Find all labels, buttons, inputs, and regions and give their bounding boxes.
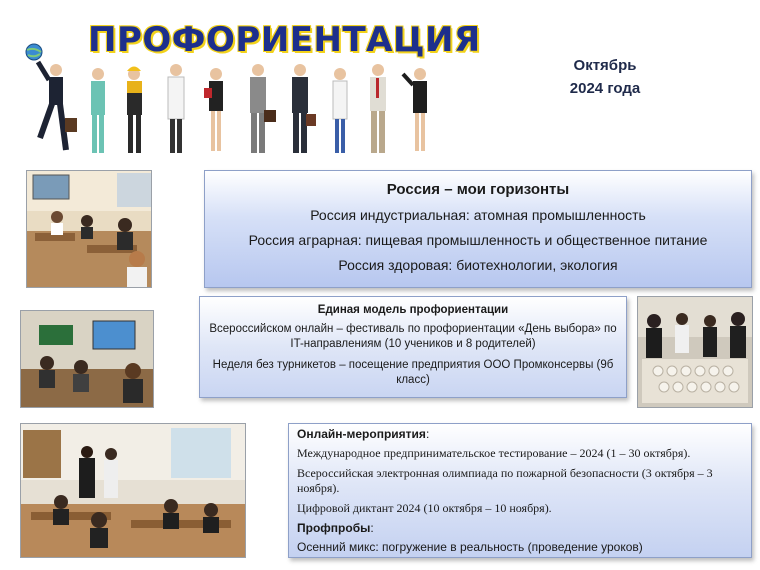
open-doors-week-text: Неделя без турникетов – посещение предприятия ООО Промконсервы (9б класс) [212,359,614,386]
horizons-line-industrial: Россия индустриальная: атомная промышленность [310,207,646,223]
date-month: Октябрь [573,57,637,74]
online-events-colon: : [425,427,430,441]
horizons-title: Россия – мои горизонты [386,181,570,198]
date-block [545,54,665,100]
festival-text: Всероссийском онлайн – фестиваль по профориентации «День выбора» по IT-направлениям (10 учеников и 8 родителей) [209,323,617,350]
probes-heading [289,521,751,535]
probes-colon: : [370,521,374,535]
online-event-item: Цифровой диктант 2024 (10 октября – 10 ноября). [297,501,552,515]
classroom-photo-2 [20,310,154,408]
page-title: ПРОФОРИЕНТАЦИЯ [88,20,481,60]
probes-item: Осенний микс: погружение в реальность (проведение уроков) [297,540,643,554]
professions-illustration [18,40,448,158]
online-event-item: Всероссийская электронная олимпиада по пожарной безопасности (3 октября – 3 ноября). [297,466,713,495]
online-events-title: Онлайн-мероприятия [297,427,426,441]
horizons-line-healthy: Россия здоровая: биотехнологии, экология [338,257,618,273]
classroom-photo-3 [20,423,246,558]
food-tasting-photo [637,296,753,408]
unified-model-title: Единая модель профориентации [317,304,509,316]
horizons-line-agrarian: Россия аграрная: пищевая промышленность и общественное питание [248,232,708,248]
online-event-item: Международное предпринимательское тестирование – 2024 (1 – 30 октября). [297,446,691,460]
online-events-heading [289,427,751,441]
date-year: 2024 года [569,80,641,97]
classroom-photo-1 [26,170,152,288]
horizons-box [204,170,752,288]
unified-model-box [199,296,627,398]
online-events-box [288,423,752,558]
probes-title: Профпробы [297,521,371,535]
